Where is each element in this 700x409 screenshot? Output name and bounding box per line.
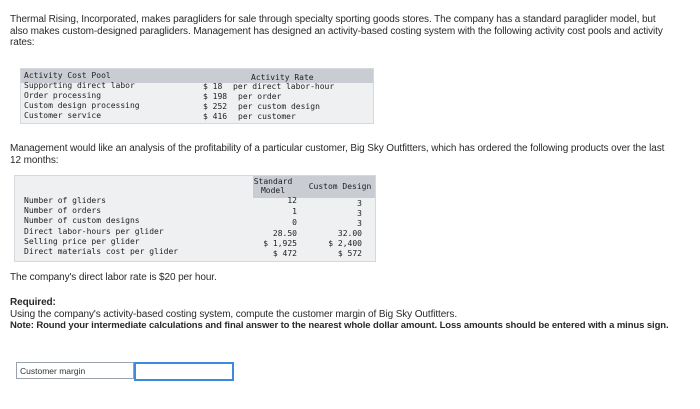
required-heading: Required:: [10, 297, 56, 308]
intro-text: Thermal Rising, Incorporated, makes paragliders for sale through specialty sporting goods stores. The company has a standard paraglider model, but also makes custom-designed paragliders. Management has designed an activity-based costing system with the following activity cost pools and activity rates:: [10, 14, 663, 48]
activity-rate-value: $ 416: [203, 112, 228, 121]
activity-rate-table: [20, 68, 374, 124]
customer-row-label: Direct labor-hours per glider: [24, 227, 164, 236]
custom-value: 3: [357, 219, 362, 228]
standard-value: 1: [292, 207, 297, 216]
activity-rate-unit: per custom design: [238, 102, 320, 111]
activity-pool-label: Supporting direct labor: [24, 81, 135, 90]
customer-row-label: Number of orders: [24, 206, 102, 215]
customer-row-label: Direct materials cost per glider: [24, 247, 179, 256]
activity-pool-label: Custom design processing: [24, 101, 140, 110]
col-standard-header-line2: Model: [260, 186, 286, 195]
customer-row-label: Number of custom designs: [24, 216, 140, 225]
standard-value: $ 472: [272, 249, 297, 258]
standard-value: 12: [287, 196, 297, 205]
customer-orders-table: [14, 175, 376, 262]
activity-pool-label: Customer service: [24, 111, 102, 120]
standard-value: 28.50: [272, 229, 297, 238]
custom-value: $ 572: [337, 249, 362, 258]
customer-row-label: Number of gliders: [24, 196, 106, 205]
activity-rate-unit: per customer: [238, 112, 296, 121]
col-custom-header: Custom Design: [308, 182, 372, 191]
note-text: Note: Round your intermediate calculations and final answer to the nearest whole dollar amount. Loss amounts should be entered with a minus sign.: [10, 320, 669, 331]
activity-rate-value: $ 198: [203, 92, 228, 101]
management-text: Management would like an analysis of the profitability of a particular customer, Big Sky Outfitters, which has ordered the following products over the last 12 months:: [10, 143, 665, 166]
labor-rate-text: The company's direct labor rate is $20 per hour.: [10, 272, 217, 283]
standard-value: $ 1,925: [263, 239, 297, 248]
custom-value: 3: [357, 209, 362, 218]
customer-margin-input[interactable]: [134, 362, 234, 381]
col-standard-header-line1: Standard: [253, 177, 293, 186]
activity-col-rate-header: Activity Rate: [251, 73, 314, 82]
activity-col-pool-header: Activity Cost Pool: [24, 71, 111, 80]
standard-value: 0: [292, 218, 297, 227]
answer-row: [16, 362, 216, 381]
activity-rate-unit: per direct labor-hour: [233, 82, 335, 91]
activity-pool-label: Order processing: [24, 91, 102, 100]
customer-margin-label: Customer margin: [16, 362, 134, 379]
custom-value: $ 2,400: [328, 239, 362, 248]
required-text: Using the company's activity-based costing system, compute the customer margin of Big Sky Outfitters.: [10, 309, 457, 320]
custom-value: 3: [357, 199, 362, 208]
activity-rate-value: $ 252: [203, 102, 228, 111]
activity-rate-value: $ 18: [203, 82, 223, 91]
custom-value: 32.00: [337, 229, 362, 238]
activity-rate-unit: per order: [238, 92, 282, 101]
customer-row-label: Selling price per glider: [24, 237, 140, 246]
